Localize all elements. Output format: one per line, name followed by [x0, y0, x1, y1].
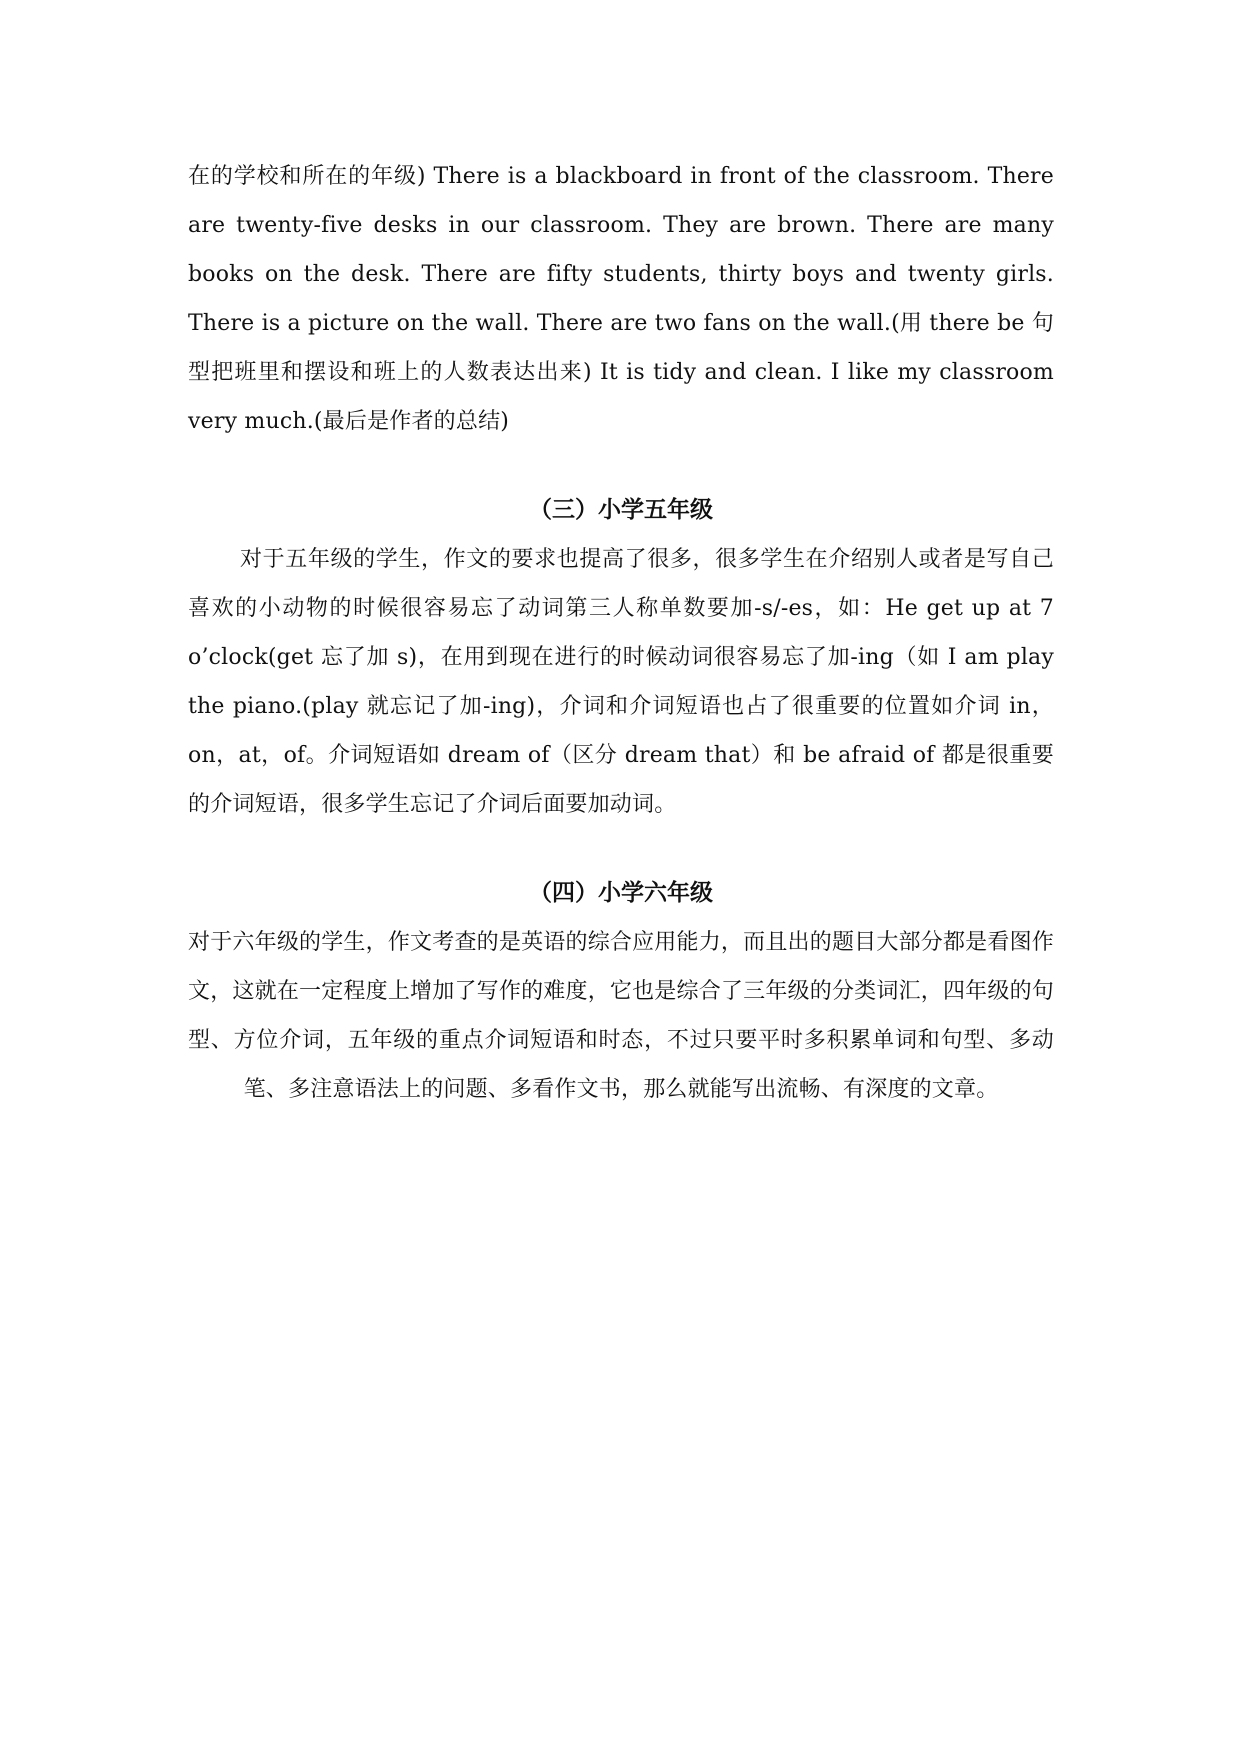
intro-paragraph: 在的学校和所在的年级) There is a blackboard in front of the classroom. There are twenty-five desks in our classroom. They are brown. There are many books on the desk. There are fifty students, thirty boys and twenty girls. There is a picture on the wall. There are two fans on the wall.(用 there be 句型把班里和摆设和班上的人数表达出来) It is tidy and clean. I like my classroom very much.(最后是作者的总结) [188, 164, 1054, 434]
document-page [188, 152, 1054, 1114]
section-paragraph-grade6: 对于六年级的学生，作文考查的是英语的综合应用能力，而且出的题目大部分都是看图作文，这就在一定程度上增加了写作的难度，它也是综合了三年级的分类词汇，四年级的句型、方位介词，五年级的重点介词短语和时态，不过只要平时多积累单词和句型、多动笔、多注意语法上的问题、多看作文书，那么就能写出流畅、有深度的文章。 [188, 930, 1054, 1102]
section-paragraph-grade5: 对于五年级的学生，作文的要求也提高了很多，很多学生在介绍别人或者是写自己喜欢的小动物的时候很容易忘了动词第三人称单数要加-s/-es，如：He get up at 7 o’clock(get 忘了加 s)，在用到现在进行的时候动词很容易忘了加-ing（如 I am play the piano.(play 就忘记了加-ing)，介词和介词短语也占了很重要的位置如介词 in，on，at，of。介词短语如 dream of（区分 dream that）和 be afraid of 都是很重要的介词短语，很多学生忘记了介词后面要加动词。 [188, 547, 1054, 817]
section-heading-grade5: （三）小学五年级 [529, 497, 713, 523]
section-heading-grade6: （四）小学六年级 [529, 880, 713, 906]
